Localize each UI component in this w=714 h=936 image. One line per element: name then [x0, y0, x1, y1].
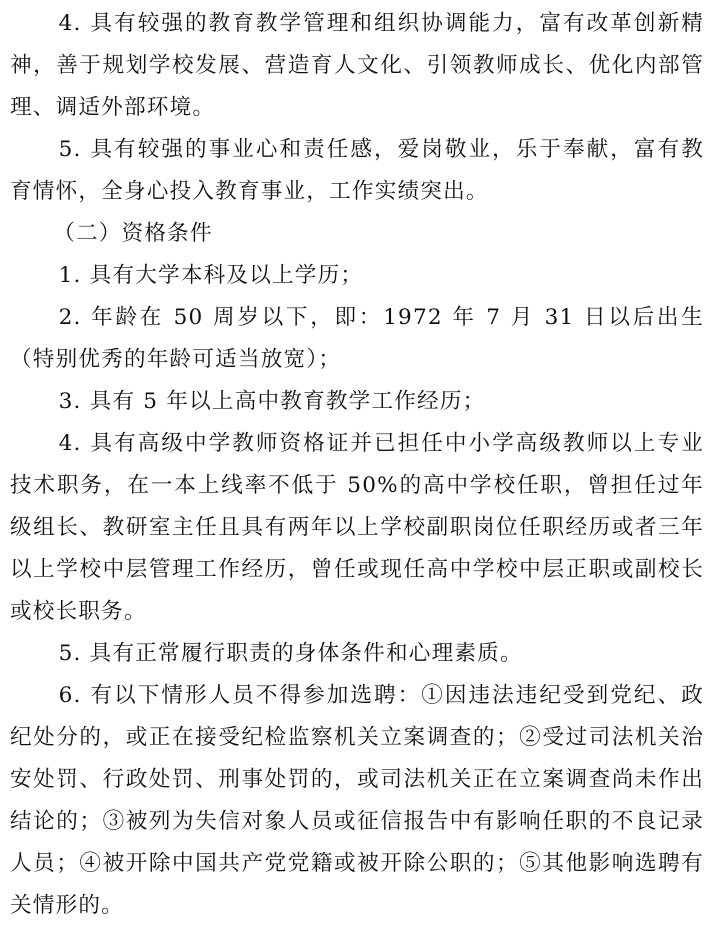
item-5-dedication: 5. 具有较强的事业心和责任感，爱岗敬业，乐于奉献，富有教育情怀，全身心投入教育事业，工作实绩突出。 [10, 137, 704, 204]
qualification-1-education: 1. 具有大学本科及以上学历； [58, 263, 364, 288]
section-heading-qualifications: （二）资格条件 [53, 221, 213, 246]
qualification-3-experience: 3. 具有 5 年以上高中教育教学工作经历； [58, 389, 486, 414]
qualification-2-age: 2. 年龄在 50 周岁以下，即：1972 年 7 月 31 日以后出生（特别优秀的年龄可适当放宽）； [10, 305, 704, 372]
qualification-6-exclusions: 6. 有以下情形人员不得参加选聘：①因违法违纪受到党纪、政纪处分的，或正在接受纪检监察机关立案调查的；②受过司法机关治安处罚、行政处罚、刑事处罚的，或司法机关正在立案调查尚未作出结论的；③被列为失信对象人员或征信报告中有影响任职的不良记录人员；④被开除中国共产党党籍或被开除公职的；⑤其他影响选聘有关情形的。 [10, 683, 704, 918]
qualification-5-health: 5. 具有正常履行职责的身体条件和心理素质。 [58, 641, 523, 666]
item-4-leadership: 4. 具有较强的教育教学管理和组织协调能力，富有改革创新精神，善于规划学校发展、营造育人文化、引领教师成长、优化内部管理、调适外部环境。 [10, 11, 704, 120]
qualification-4-certification: 4. 具有高级中学教师资格证并已担任中小学高级教师以上专业技术职务，在一本上线率不低于 50%的高中学校任职，曾担任过年级组长、教研室主任且具有两年以上学校副职岗位任职经历或者三年以上学校中层管理工作经历，曾任或现任高中学校中层正职或副校长或校长职务。 [10, 431, 704, 624]
